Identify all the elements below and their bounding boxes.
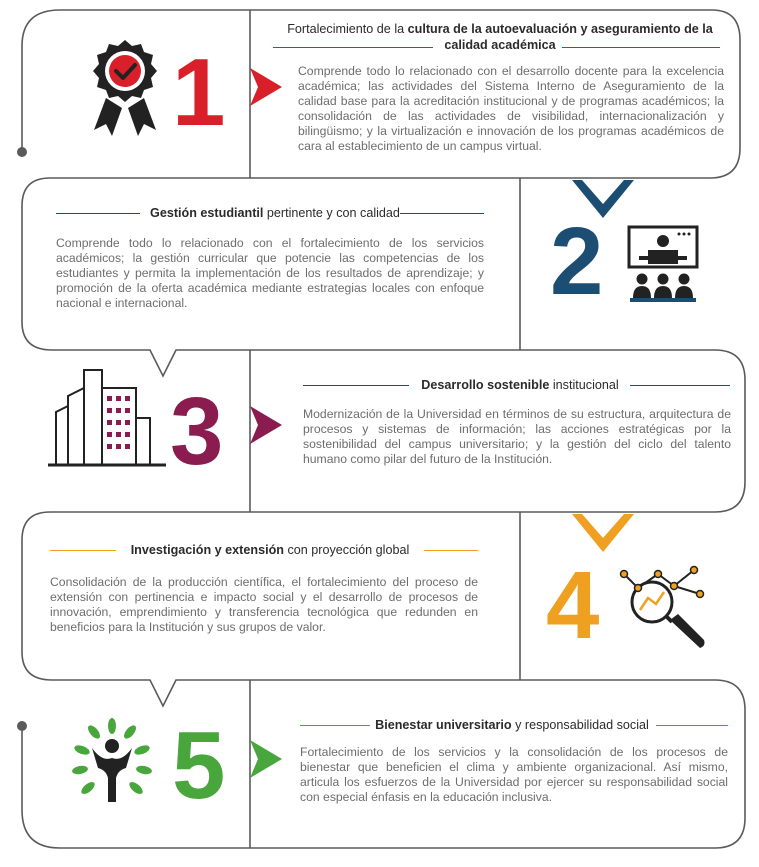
section-5-rule-right (656, 725, 728, 726)
section-3-number: 3 (170, 378, 224, 485)
section-5-rule-left (300, 725, 370, 726)
section-2-title-tail: pertinente y con calidad (263, 206, 400, 220)
section-1-rule (273, 47, 433, 48)
section-2-chevron (568, 178, 638, 220)
section-5-title-tail: y responsabilidad social (511, 718, 649, 732)
section-3-chevron (246, 404, 286, 446)
section-1-number: 1 (172, 39, 226, 146)
section-2-title (130, 205, 420, 221)
section-3-title-tail: institucional (549, 378, 619, 392)
section-1-rule-right (562, 47, 720, 48)
section-2-number: 2 (550, 208, 604, 315)
section-1-text: Comprende todo lo relacionado con el desarrollo docente para la excelencia académica; las actividades del Sistema Interno de Aseguramiento de la calidad base para la acreditación institucional y de programas académicos; la consolidación de las actividades de visibilidad, internacionalización y bilingüismo; y la virtualización e innovación de los programas académicos de cara al establecimiento de un campus virtual. (298, 64, 724, 153)
section-3-rule-left (303, 385, 409, 386)
section-1-title-lead: Fortalecimiento de la (287, 22, 408, 36)
teacher-students-icon (626, 224, 700, 304)
section-5-text: Fortalecimiento de los servicios y la consolidación de los procesos de bienestar que beneficien el clima y ambiente organizacional. Así mismo, articula los esfuerzos de la Universidad por ejercer su responsabilidad social con especial énfasis en la educación inclusiva. (300, 745, 728, 804)
magnifier-network-icon (618, 562, 710, 654)
section-5-chevron (246, 738, 286, 780)
section-3-title-emphasis: Desarrollo sostenible (421, 378, 550, 392)
section-2-text: Comprende todo lo relacionado con el fortalecimiento de los servicios académicos; la gestión curricular que potencie las competencias de los estudiantes y permita la implementación de los resultados de aprendizaje; y promoción de la oferta académica mediante estrategias locales con enfoque nacional e internacional. (56, 236, 484, 310)
section-4-rule-left (50, 550, 116, 551)
section-3-text: Modernización de la Universidad en términos de su estructura, arquitectura de procesos y sistemas de información; las acciones estratégicas por la sostenibilidad del campus universitario; y la gestión del ciclo del talento humano como pilar del futuro de la Institución. (303, 407, 731, 466)
section-1-title-emphasis: cultura de la autoevaluación y aseguramiento de la calidad académica (407, 22, 713, 52)
section-4-title (110, 542, 430, 558)
buildings-icon (46, 366, 170, 470)
section-5-title-emphasis: Bienestar universitario (375, 718, 512, 732)
section-2-rule-right (400, 213, 484, 214)
section-5-number: 5 (172, 712, 226, 819)
section-2-title-emphasis: Gestión estudiantil (150, 206, 264, 220)
section-3-rule-right (630, 385, 730, 386)
section-1-chevron (246, 66, 286, 108)
section-4-text: Consolidación de la producción científica, el fortalecimiento del proceso de extensión con pertinencia e impacto social y el desarrollo de procesos de innovación, emprendimiento y transferencia tecnológica que redunden en beneficios para la Institución y sus grupos de valor. (50, 575, 478, 634)
award-ribbon-icon (90, 38, 160, 142)
section-2-rule-left (56, 213, 140, 214)
section-1-title (270, 21, 730, 53)
section-4-rule-right (424, 550, 478, 551)
section-4-chevron (568, 512, 638, 554)
section-4-number: 4 (546, 552, 600, 659)
section-4-title-tail: con proyección global (283, 543, 410, 557)
section-4-title-emphasis: Investigación y extensión (130, 543, 284, 557)
section-3-title (400, 377, 640, 393)
section-5-title (362, 717, 662, 733)
person-leaves-icon (72, 718, 152, 810)
